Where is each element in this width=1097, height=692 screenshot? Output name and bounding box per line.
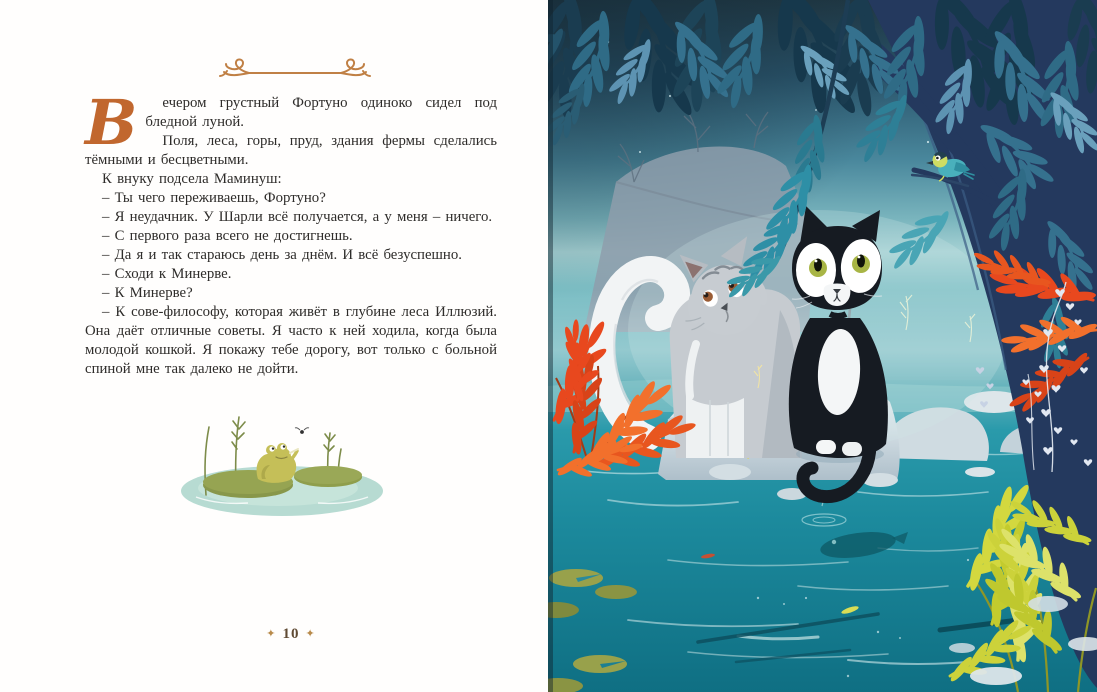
page-number-ornament-left: ✦ xyxy=(266,628,277,640)
dialogue-line: – К сове-философу, которая живёт в глубине леса Иллюзий. Она даёт отличные советы. Я часто к ней ходила, когда была молодой кошкой. Я покажу тебе дорогу, вот только с больной спиной мне так далеко не дойти. xyxy=(85,304,497,377)
dialogue-line: – Да я и так стараюсь день за днём. И всё безуспешно. xyxy=(102,247,462,263)
opening-paragraph xyxy=(85,86,497,170)
dialogue-line: – Ты чего переживаешь, Фортуно? xyxy=(102,190,326,206)
page-gutter-shadow xyxy=(548,0,553,692)
frog xyxy=(257,443,298,483)
paragraph: ечером грустный Фортуно одиноко сидел под бледной луной. xyxy=(145,95,497,130)
page-number-ornament-right: ✦ xyxy=(305,628,316,640)
paragraph: Поля, леса, горы, пруд, здания фермы сделались тёмными и бесцветными. xyxy=(85,133,497,168)
left-page xyxy=(0,0,548,692)
fly xyxy=(295,428,309,434)
page-number: 10 xyxy=(282,626,300,642)
drop-cap-letter: В xyxy=(85,86,138,159)
right-page xyxy=(548,0,1097,692)
dialogue-line: – К Минерве? xyxy=(102,285,193,301)
night-pond-illustration xyxy=(548,0,1097,692)
dialogue-line: – С первого раза всего не достигнешь. xyxy=(102,228,353,244)
page-number-row xyxy=(85,626,497,643)
paragraph: К внуку подсела Маминуш: xyxy=(102,171,282,187)
scroll-divider-ornament xyxy=(215,58,375,88)
dialogue-line: – Сходи к Минерве. xyxy=(102,266,232,282)
dialogue-line: – Я неудачник. У Шарли всё получается, а у меня – ничего. xyxy=(102,209,493,225)
black-white-cat xyxy=(789,206,888,497)
frog-pond-illustration xyxy=(178,413,392,525)
text-column xyxy=(85,86,497,379)
